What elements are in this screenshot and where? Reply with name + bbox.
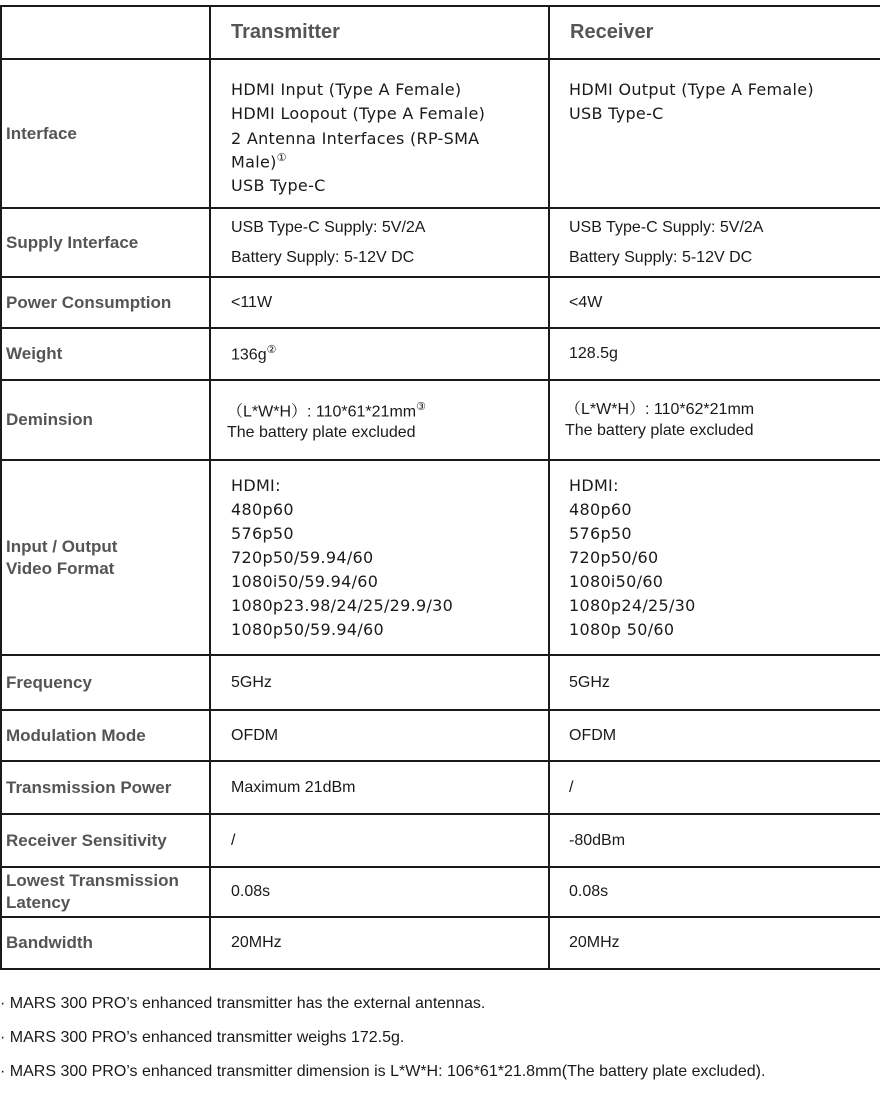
rx-dimension-line: The battery plate excluded [565, 422, 754, 439]
rx-interface-line: USB Type-C [569, 104, 664, 123]
tx-supply-interface [210, 208, 549, 277]
rx-format-item: 1080p24/25/30 [569, 595, 696, 615]
rx-modulation-mode: OFDM [549, 710, 880, 761]
tx-interface-antenna-suffix: Male) [231, 152, 277, 172]
tx-format-item: HDMI: [231, 475, 281, 495]
tx-format-item: 1080i50/59.94/60 [231, 571, 379, 591]
header-receiver: Receiver [549, 6, 880, 59]
tx-weight-value: 136g [231, 346, 267, 364]
label-latency-line: Latency [6, 893, 71, 912]
rx-bandwidth: 20MHz [549, 917, 880, 969]
rx-power-consumption: <4W [549, 277, 880, 328]
footnote-1: · MARS 300 PRO’s enhanced transmitter has the external antennas. [0, 995, 486, 1012]
footnote-marker: ③ [416, 400, 426, 413]
tx-interface-line [231, 148, 548, 171]
tx-modulation-mode: OFDM [210, 710, 549, 761]
tx-supply-line: USB Type-C Supply: 5V/2A [231, 218, 426, 236]
rx-frequency: 5GHz [549, 655, 880, 710]
row-bandwidth [1, 917, 880, 969]
tx-power-consumption: <11W [210, 277, 549, 328]
header-transmitter: Transmitter [210, 6, 549, 59]
rx-weight: 128.5g [549, 328, 880, 380]
header-row [1, 6, 880, 59]
tx-receiver-sensitivity: / [210, 814, 549, 867]
rx-dimension-line: （L*W*H）: 110*62*21mm [565, 401, 755, 418]
header-blank [1, 6, 210, 59]
tx-interface-line: HDMI Input (Type A Female) [231, 80, 462, 99]
label-bandwidth: Bandwidth [1, 917, 210, 969]
tx-transmission-power: Maximum 21dBm [210, 761, 549, 814]
label-transmission-power: Transmission Power [1, 761, 210, 814]
rx-format-item: 1080p 50/60 [569, 619, 675, 639]
row-video-format [1, 460, 880, 655]
spec-table [0, 5, 880, 970]
row-power-consumption [1, 277, 880, 328]
rx-transmission-power: / [549, 761, 880, 814]
row-modulation-mode [1, 710, 880, 761]
label-modulation-mode: Modulation Mode [1, 710, 210, 761]
footnote-3: · MARS 300 PRO’s enhanced transmitter dimension is L*W*H: 106*61*21.8mm(The battery plate excluded). [0, 1063, 766, 1080]
label-dimension: Deminsion [1, 380, 210, 460]
tx-weight [210, 328, 549, 380]
row-receiver-sensitivity [1, 814, 880, 867]
tx-interface-line: 2 Antenna Interfaces (RP-SMA [231, 129, 480, 148]
rx-interface-line: HDMI Output (Type A Female) [569, 80, 814, 99]
rx-format-item: 576p50 [569, 523, 632, 543]
tx-frequency: 5GHz [210, 655, 549, 710]
label-frequency: Frequency [1, 655, 210, 710]
tx-video-format [210, 460, 549, 655]
tx-bandwidth: 20MHz [210, 917, 549, 969]
label-video-format [1, 460, 210, 655]
tx-format-item: 1080p23.98/24/25/29.9/30 [231, 595, 454, 615]
tx-supply-line: Battery Supply: 5-12V DC [231, 248, 415, 266]
row-interface [1, 59, 880, 208]
tx-dimension [210, 380, 549, 460]
rx-video-format [549, 460, 880, 655]
tx-format-item: 480p60 [231, 499, 294, 519]
label-receiver-sensitivity: Receiver Sensitivity [1, 814, 210, 867]
rx-format-item: 720p50/60 [569, 547, 659, 567]
rx-format-item: 480p60 [569, 499, 632, 519]
label-interface: Interface [1, 59, 210, 208]
label-video-format-line: Video Format [6, 558, 115, 578]
rx-supply-line: USB Type-C Supply: 5V/2A [569, 218, 764, 236]
tx-format-item: 576p50 [231, 523, 294, 543]
rx-receiver-sensitivity: -80dBm [549, 814, 880, 867]
label-power-consumption: Power Consumption [1, 277, 210, 328]
tx-format-item: 1080p50/59.94/60 [231, 619, 384, 639]
label-supply-interface: Supply Interface [1, 208, 210, 277]
row-weight [1, 328, 880, 380]
tx-dimension-value: （L*W*H）: 110*61*21mm [227, 403, 417, 421]
tx-interface-line: USB Type-C [231, 176, 326, 196]
footnote-2: · MARS 300 PRO’s enhanced transmitter weighs 172.5g. [0, 1029, 405, 1046]
rx-format-item: 1080i50/60 [569, 571, 664, 591]
footnotes [0, 992, 765, 1094]
rx-latency: 0.08s [549, 867, 880, 917]
row-dimension [1, 380, 880, 460]
tx-interface [210, 59, 549, 208]
row-latency [1, 867, 880, 917]
rx-interface [549, 59, 880, 208]
footnote-marker: ② [266, 344, 277, 357]
row-frequency [1, 655, 880, 710]
tx-format-item: 720p50/59.94/60 [231, 547, 374, 567]
rx-format-item: HDMI: [569, 475, 619, 495]
label-latency-line: Lowest Transmission [6, 871, 179, 890]
footnote-marker: ① [276, 151, 287, 164]
tx-dimension-line [227, 397, 548, 422]
rx-supply-line: Battery Supply: 5-12V DC [569, 248, 753, 266]
label-weight: Weight [1, 328, 210, 380]
row-transmission-power [1, 761, 880, 814]
label-video-format-line: Input / Output [6, 536, 118, 556]
rx-supply-interface [549, 208, 880, 277]
rx-dimension [549, 380, 880, 460]
tx-dimension-line: The battery plate excluded [227, 424, 416, 442]
tx-latency: 0.08s [210, 867, 549, 917]
row-supply-interface [1, 208, 880, 277]
tx-interface-line: HDMI Loopout (Type A Female) [231, 104, 486, 123]
label-latency [1, 867, 210, 917]
